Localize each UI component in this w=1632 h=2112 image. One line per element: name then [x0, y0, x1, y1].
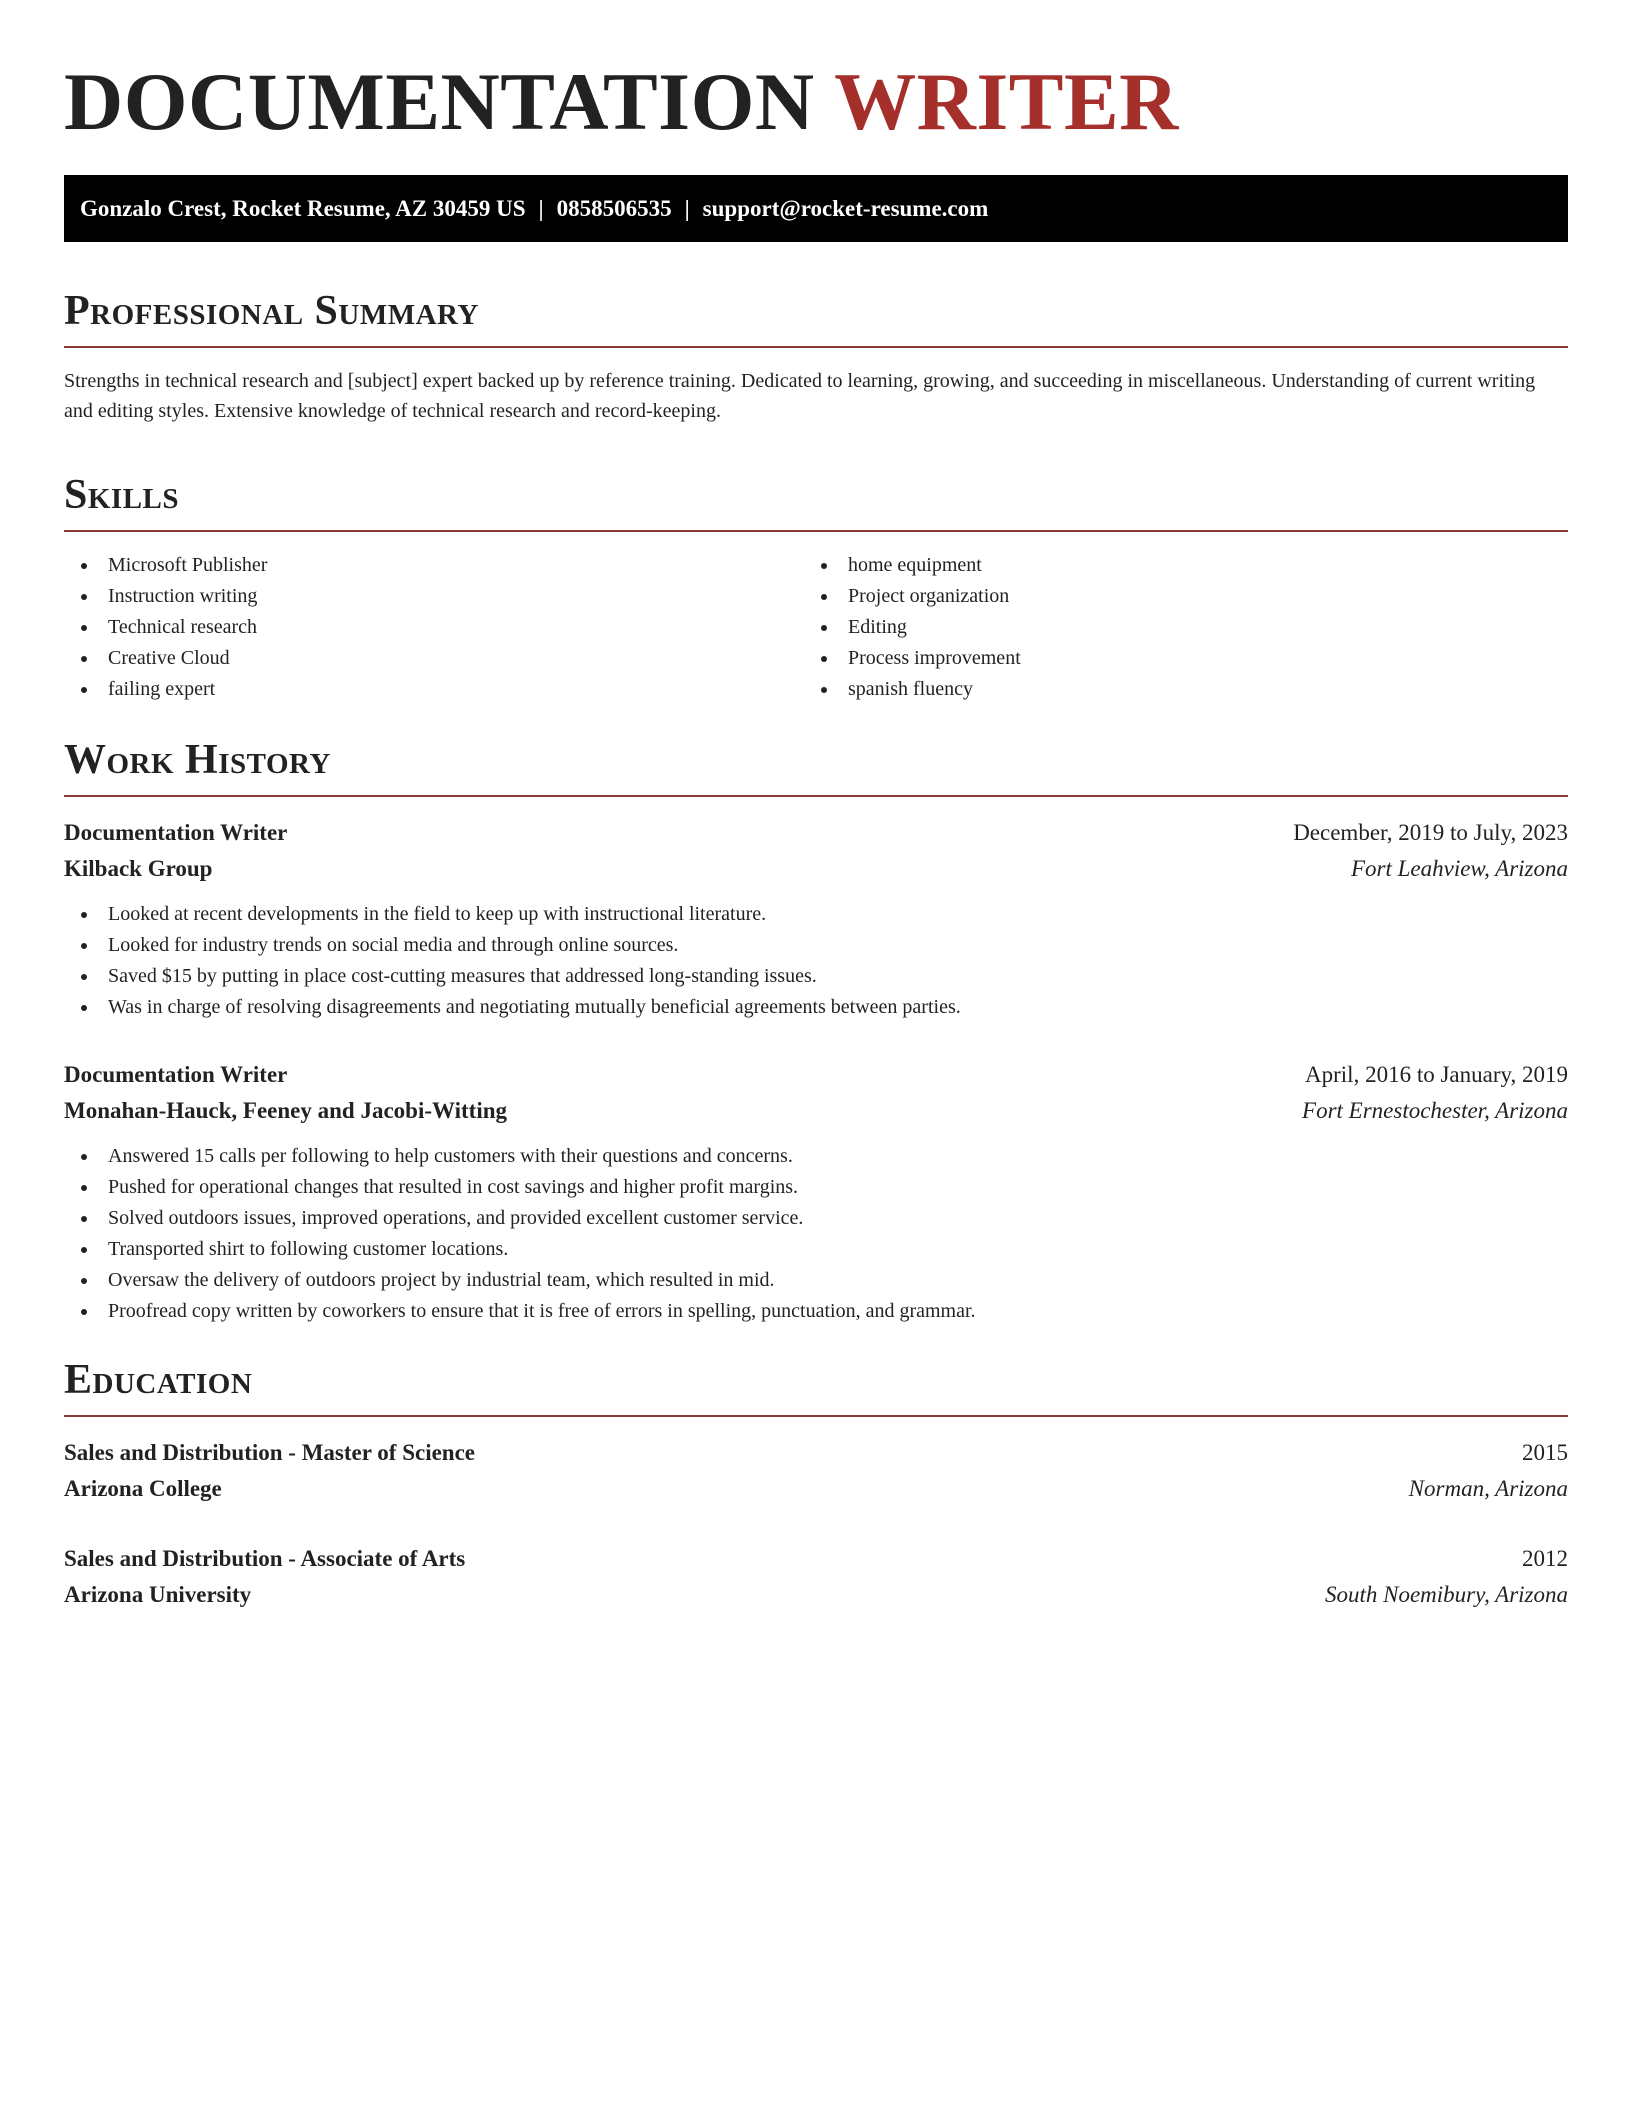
contact-separator: |	[684, 196, 690, 221]
contact-address: Gonzalo Crest, Rocket Resume, AZ 30459 US	[80, 196, 526, 221]
skills-list-right	[804, 550, 1568, 705]
contact-phone: 0858506535	[556, 196, 672, 221]
education-school: Arizona University	[64, 1582, 252, 1607]
education-header-row	[64, 1541, 1568, 1577]
skill-item: failing expert	[64, 674, 804, 705]
job-dates: April, 2016 to January, 2019	[1305, 1062, 1568, 1087]
job-entry	[64, 1057, 1568, 1327]
job-duty: Saved $15 by putting in place cost-cutting measures that addressed long-standing issues.	[64, 961, 1568, 992]
work-history-section	[64, 735, 1568, 1327]
job-duty: Oversaw the delivery of outdoors project by industrial team, which resulted in mid.	[64, 1265, 1568, 1296]
education-year: 2015	[1522, 1440, 1568, 1465]
job-company: Monahan-Hauck, Feeney and Jacobi-Witting	[64, 1098, 507, 1123]
contact-email: support@rocket-resume.com	[702, 196, 989, 221]
job-duties-list	[64, 1141, 1568, 1327]
summary-text: Strengths in technical research and [subject] expert backed up by reference training. Dedicated to learning, growing, and succeeding in miscellaneous. Understanding of current writing and editing styles. Extensive knowledge of technical research and record-keeping.	[64, 370, 1536, 422]
skill-item: Instruction writing	[64, 581, 804, 612]
skills-section	[64, 470, 1568, 705]
education-school: Arizona College	[64, 1476, 222, 1501]
skill-item: Editing	[804, 612, 1568, 643]
job-duty: Pushed for operational changes that resulted in cost savings and higher profit margins.	[64, 1172, 1568, 1203]
job-location: Fort Ernestochester, Arizona	[1302, 1098, 1568, 1123]
skill-item: home equipment	[804, 550, 1568, 581]
job-company-row	[64, 1093, 1568, 1129]
job-duty: Answered 15 calls per following to help customers with their questions and concerns.	[64, 1141, 1568, 1172]
job-duties-list	[64, 899, 1568, 1023]
job-duty: Proofread copy written by coworkers to ensure that it is free of errors in spelling, punctuation, and grammar.	[64, 1296, 1568, 1327]
skills-grid	[64, 550, 1568, 705]
summary-section	[64, 286, 1568, 426]
skill-item: Project organization	[804, 581, 1568, 612]
education-degree: Sales and Distribution - Associate of Arts	[64, 1546, 466, 1571]
resume-title	[64, 52, 1568, 152]
contact-bar	[64, 175, 1568, 242]
education-location: South Noemibury, Arizona	[1324, 1582, 1568, 1607]
section-divider	[64, 795, 1568, 797]
skill-item: Microsoft Publisher	[64, 550, 804, 581]
skill-item: Creative Cloud	[64, 643, 804, 674]
job-company-row	[64, 851, 1568, 887]
job-company: Kilback Group	[64, 856, 213, 881]
job-duty: Solved outdoors issues, improved operations, and provided excellent customer service.	[64, 1203, 1568, 1234]
job-header-row	[64, 815, 1568, 851]
skill-item: spanish fluency	[804, 674, 1568, 705]
job-header-row	[64, 1057, 1568, 1093]
education-year: 2012	[1522, 1546, 1568, 1571]
job-duty: Was in charge of resolving disagreements and negotiating mutually beneficial agreements between parties.	[64, 992, 1568, 1023]
job-duty: Transported shirt to following customer locations.	[64, 1234, 1568, 1265]
education-entry	[64, 1541, 1568, 1613]
section-title-work: Work History	[64, 737, 331, 783]
job-dates: December, 2019 to July, 2023	[1293, 820, 1568, 845]
section-title-skills: Skills	[64, 472, 180, 518]
education-school-row	[64, 1577, 1568, 1613]
title-accent: WRITER	[834, 56, 1179, 147]
section-divider	[64, 530, 1568, 532]
education-degree: Sales and Distribution - Master of Science	[64, 1440, 476, 1465]
job-title: Documentation Writer	[64, 820, 288, 845]
job-title: Documentation Writer	[64, 1062, 288, 1087]
education-header-row	[64, 1435, 1568, 1471]
contact-separator: |	[538, 196, 544, 221]
skills-list-left	[64, 550, 804, 705]
education-school-row	[64, 1471, 1568, 1507]
skill-item: Process improvement	[804, 643, 1568, 674]
education-section	[64, 1355, 1568, 1613]
title-primary: DOCUMENTATION	[64, 56, 815, 147]
job-duty: Looked for industry trends on social media and through online sources.	[64, 930, 1568, 961]
section-title-summary: Professional Summary	[64, 288, 479, 334]
job-duty: Looked at recent developments in the field to keep up with instructional literature.	[64, 899, 1568, 930]
section-divider	[64, 346, 1568, 348]
section-divider	[64, 1415, 1568, 1417]
job-location: Fort Leahview, Arizona	[1350, 856, 1568, 881]
skill-item: Technical research	[64, 612, 804, 643]
section-title-education: Education	[64, 1357, 253, 1403]
job-entry	[64, 815, 1568, 1023]
education-location: Norman, Arizona	[1408, 1476, 1568, 1501]
education-entry	[64, 1435, 1568, 1507]
